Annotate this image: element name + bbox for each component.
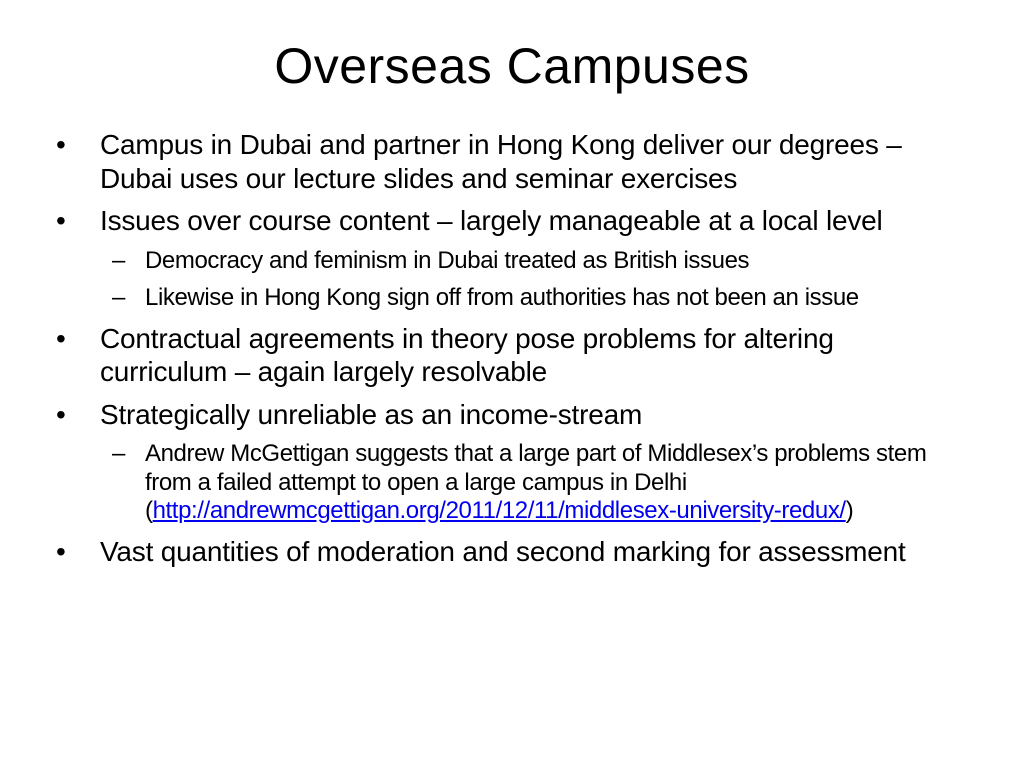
bullet-item bbox=[56, 322, 966, 389]
dash-icon: – bbox=[112, 284, 125, 311]
bullet-icon: • bbox=[56, 398, 66, 430]
bullet-item bbox=[56, 535, 966, 569]
bullet-text: Vast quantities of moderation and second marking for assessment bbox=[100, 535, 906, 567]
bullet-text: Contractual agreements in theory pose problems for altering curriculum – again largely resolvable bbox=[100, 322, 834, 387]
bullet-text: Issues over course content – largely manageable at a local level bbox=[100, 205, 883, 236]
sub-bullet-item bbox=[56, 284, 966, 313]
sub-bullet-text-after: ) bbox=[845, 497, 854, 524]
sub-bullet-text-before: Andrew McGettigan suggests that a large part of Middlesex’s problems stem from a failed attempt to open a large campus in Delhi ( bbox=[145, 440, 927, 524]
bullet-text: Strategically unreliable as an income-stream bbox=[100, 398, 643, 430]
bullet-text: Campus in Dubai and partner in Hong Kong deliver our degrees – Dubai uses our lecture slides and seminar exercises bbox=[100, 129, 902, 194]
mcgettigan-article-link[interactable]: http://andrewmcgettigan.org/2011/12/11/middlesex-university-redux/ bbox=[152, 497, 846, 524]
bullet-item bbox=[56, 204, 966, 238]
bullet-icon: • bbox=[56, 205, 66, 236]
dash-icon: – bbox=[112, 246, 125, 274]
sub-bullet-text: Likewise in Hong Kong sign off from authorities has not been an issue bbox=[145, 284, 859, 311]
sub-bullet-item bbox=[56, 440, 966, 526]
bullet-icon: • bbox=[56, 535, 66, 567]
bullet-icon: • bbox=[56, 129, 66, 160]
slide-title: Overseas Campuses bbox=[274, 38, 750, 94]
bullet-list bbox=[56, 128, 966, 577]
bullet-item bbox=[56, 398, 966, 432]
dash-icon: – bbox=[112, 440, 125, 467]
sub-bullet-text bbox=[145, 440, 926, 524]
bullet-icon: • bbox=[56, 322, 66, 354]
bullet-item bbox=[56, 128, 966, 195]
sub-bullet-item bbox=[56, 247, 966, 276]
sub-bullet-text: Democracy and feminism in Dubai treated as British issues bbox=[145, 246, 750, 274]
